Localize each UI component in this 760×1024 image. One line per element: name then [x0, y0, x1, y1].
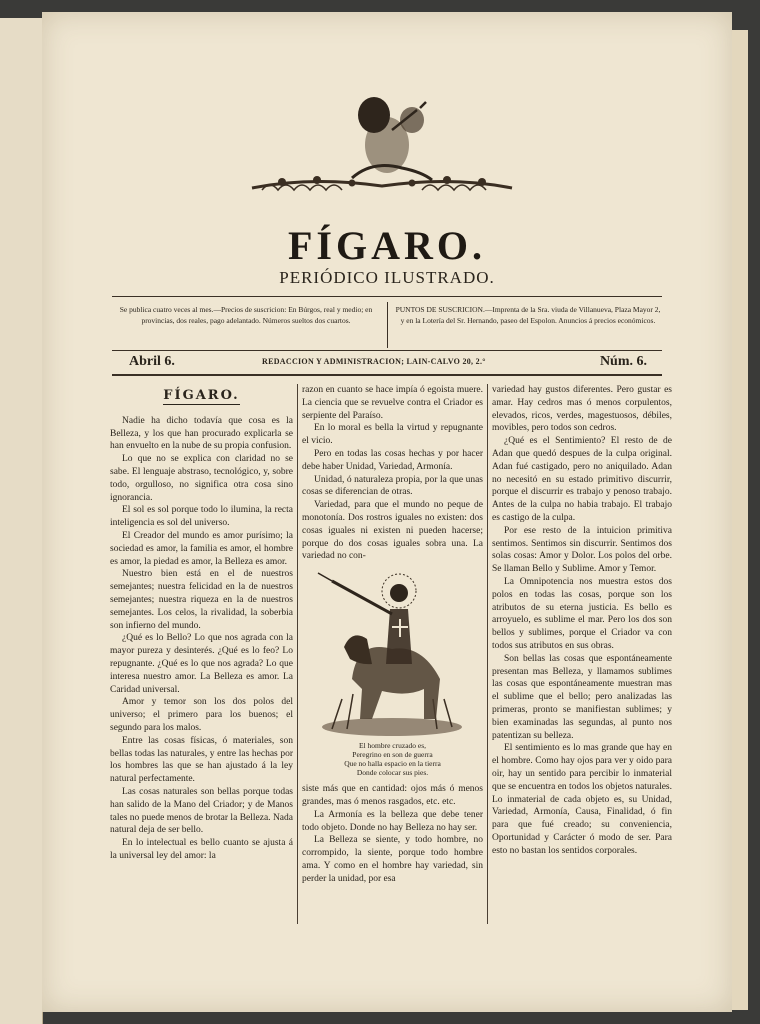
paragraph: variedad hay gustos diferentes. Pero gustar es amar. Hay cedros mas ó menos corpulentos, elevados, ricos, verdes, magestuosos, débiles, movibles, pero todos son cedros. [492, 385, 672, 434]
paragraph: ¿Qué es el Sentimiento? El resto de de Adan que quedó despues de la culpa original. Adan fué castigado, pero no aniquilado. Adan no necesitó en su estado primitivo discurrir, porque el discurrir es trabajo y penoso trabajo. Antes de la culpa no habia trabajo. El trabajo es castigo de la culpa. [492, 436, 672, 523]
crusader-knight-engraving [312, 569, 472, 739]
paragraph: Unidad, ó naturaleza propia, por la que unas cosas se diferencian de otras. [302, 474, 483, 498]
column-divider-1 [297, 384, 298, 924]
paragraph: El sentimiento es lo mas grande que hay en el hombre. Como hay ojos para ver y oido para oir, hay un sentido para percibir lo inmaterial que se encuentra en todos los objetos naturales. Lo inmaterial de cada objeto es, su Unidad, Variedad, Armonía, Causa, Finalidad, ó fin para que fué creado; su conveniencia, Oportunidad y Carácter ó modo de ser. Para esto no bastan los sentidos corporales. [492, 743, 672, 856]
paragraph: La Belleza se siente, y todo hombre, no corrompido, la siente, porque todo hombre ama. Y como en el hombre hay variedad, sin perder la unidad, por esa [302, 835, 483, 884]
masthead-top-rule [112, 296, 662, 297]
paragraph: El sol es sol porque todo lo ilumina, la recta inteligencia es sol del universo. [110, 505, 293, 529]
article-heading: FÍGARO. [163, 388, 240, 403]
previous-page-edge [0, 18, 43, 1024]
paragraph: Entre las cosas físicas, ó materiales, son bellas todas las naturales, y entre las hechas por los hombres las que se han ajustado á la ley natural perfectamente. [110, 735, 293, 785]
paragraph: Son bellas las cosas que espontáneamente presentan mas Belleza, y llamamos sublimes las cosas que espontáneamente muestran mas el sublime que el bello; pero analizadas las primeras, pronto se manifiestan sublimes; y bien examinadas las segundas, al punto nos patentizan su belleza. [492, 653, 672, 741]
column-divider-2 [487, 384, 488, 924]
newspaper-title: FÍGARO. [288, 223, 486, 268]
paragraph: El Creador del mundo es amor purísimo; la sociedad es amor, la familia es amor, el hombre es amor, la piedad es amor, la Belleza es amor. [110, 530, 293, 567]
subscription-points-text: PUNTOS DE SUSCRICION.—Imprenta de la Sra. viuda de Villanueva, Plaza Mayor 2, y en la Lotería del Sr. Hernando, paseo del Espolon. Anuncios á precios económicos. [395, 305, 661, 325]
engraving-caption [302, 741, 483, 777]
publication-prices-text: Se publica cuatro veces al mes.—Precios de suscricion: En Búrgos, real y medio; en provincias, dos reales, pago adelantado. Números sueltos dos cuartos. [119, 305, 373, 325]
paragraph: Pero en todas las cosas hechas y por hacer debe haber Unidad, Variedad, Armonía. [302, 448, 483, 472]
paragraph: siste más que en cantidad: ojos más ó menos grandes, mas ó menos rasgados, etc. etc. [302, 784, 483, 807]
paragraph: La Armonía es la belleza que debe tener todo objeto. Donde no hay Belleza no hay ser. [302, 809, 483, 833]
paragraph: Por ese resto de la intuicion primitiva sentimos. Sentimos sin discurrir. Sentimos dos solas cosas: Amor y Dolor. Los polos del orbe. Se llaman Bello y Sublime. Amor y Temor. [492, 525, 672, 575]
caption-line: Peregrino en son de guerra [352, 750, 433, 760]
issue-number: Núm. 6. [599, 354, 647, 369]
article-column-2 [302, 384, 483, 886]
paragraph: En lo moral es bella la virtud y repugnante el vicio. [302, 423, 483, 447]
dateline [112, 352, 662, 374]
paragraph: Variedad, para que el mundo no peque de monotonía. Dos rostros iguales no existen: dos cosas iguales ni existen ni pueden hacerse; porque do dos cosas iguales sobra una. La variedad no con- [302, 500, 483, 562]
newspaper-page [42, 12, 732, 1012]
paragraph: Nadie ha dicho todavía que cosa es la Belleza, y los que han procurado explicarla se han envuelto en la nube de su propia confusion. [110, 415, 293, 452]
issue-date: Abril 6. [129, 354, 175, 369]
paragraph: Lo que no se explica con claridad no se sabe. El lenguaje abstraso, tecnológico, y, sobre todo, orgulloso, no significa otra cosa sino ignorancia. [110, 454, 293, 503]
newspaper-subtitle: PERIÓDICO ILUSTRADO. [279, 268, 495, 287]
administration-address: REDACCION Y ADMINISTRACION; LAIN-CALVO 20, 2.° [262, 357, 486, 366]
caption-line: El hombre cruzado es, [358, 741, 427, 751]
caption-line: Que no halla espacio en la tierra [344, 759, 441, 769]
paragraph: Amor y temor son los dos polos del universo; el primero para los buenos; el segundo para los malos. [110, 697, 293, 733]
paragraph: ¿Qué es lo Bello? Lo que nos agrada con la mayor pureza y desinterés. ¿Qué es lo feo? Lo repugnante. ¿Qué es lo que nos agrada? Lo que interesa nuestro amor. La Belleza es amor. La Caridad universal. [110, 633, 293, 695]
masthead-vignette-illustration [242, 90, 522, 210]
dateline-bottom-rule [112, 374, 662, 376]
paragraph: razon en cuanto se hace impía ó egoista muere. La ciencia que se revuelve contra el Criador es serpiente del Paraíso. [302, 385, 483, 421]
paragraph: La Omnipotencia nos muestra estos dos polos en todas las cosas, porque son los atributos de su eterna justicia. Es bello es arroyuelo, es sublime el mar. Pero los dos son bellos y sublimes, porque el Criador va con todos sus atributos en sus obras. [492, 576, 672, 651]
paragraph: En lo intelectual es bello cuanto se ajusta á la universal ley del amor: la [110, 838, 293, 861]
info-divider [387, 302, 388, 348]
paragraph: Nuestro bien está en el de nuestros semejantes; nuestra felicidad en la de nuestros semejantes; nuestra riqueza en la de nuestros semejantes. Los celos, la rivalidad, la soberbia son infierno del mundo. [110, 569, 293, 631]
caption-line: Donde colocar sus pies. [356, 768, 429, 778]
article-column-3 [492, 384, 672, 857]
paragraph: Las cosas naturales son bellas porque todas han salido de la Mano del Criador; y de Manos tales no puede menos de brotar la Belleza. Nada natural deja de ser bello. [110, 786, 293, 836]
info-bottom-rule [112, 350, 662, 351]
subscription-info-box [112, 302, 662, 350]
article-column-1 [110, 384, 293, 863]
